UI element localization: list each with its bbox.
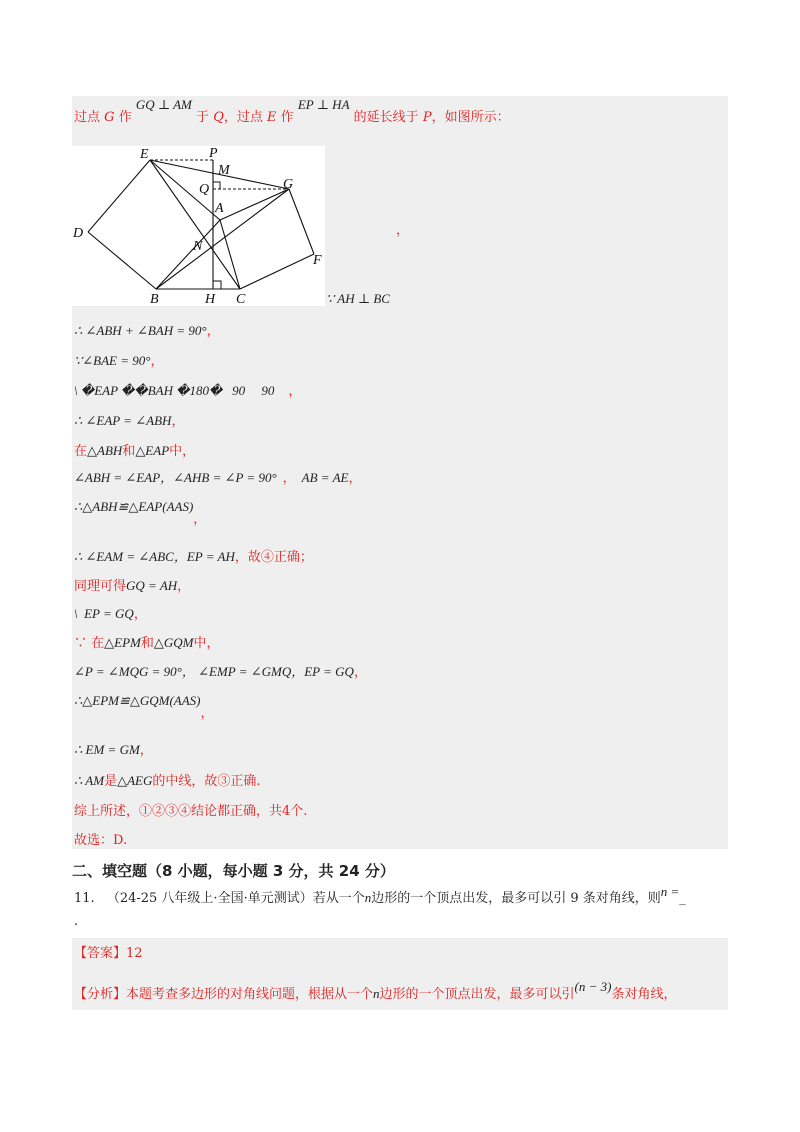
proof-pre: 同理可得 [74, 579, 127, 594]
right-angle-h [213, 281, 221, 289]
proof-line-5 [74, 442, 195, 461]
label-g: G [283, 177, 294, 192]
solution-intro [74, 97, 510, 127]
proof-math: ∴ AM [74, 773, 105, 788]
point-p: P [422, 110, 432, 125]
analysis-text: 本题考查多边形的对角线问题，根据从一个 [126, 987, 374, 1002]
proof-line-10 [74, 605, 147, 624]
question-text: 若从一个 [312, 891, 365, 906]
perp-ep-ha: EP ⊥ HA [297, 97, 350, 112]
proof-math: △GQM [153, 635, 194, 650]
perp-gq-am: GQ ⊥ AM [135, 97, 192, 112]
label-c: C [236, 292, 246, 306]
proof-math: △AEG [117, 773, 153, 788]
proof-line-8 [74, 548, 313, 567]
proof-line-1 [74, 322, 220, 341]
intro-text: 过点 [74, 110, 101, 125]
proof-math: ∴ ∠ABH + ∠BAH = 90° [74, 323, 207, 338]
proof-line-4 [74, 412, 184, 431]
proof-math: ∠ABH = ∠EAP，∠AHB = ∠P = 90° [74, 470, 277, 485]
question-source: （24-25 八年级上·全国·单元测试） [106, 891, 313, 906]
section-heading: 二、填空题（8 小题，每小题 3 分，共 24 分） [72, 862, 395, 880]
proof-tail: ， [288, 384, 302, 399]
comma-mark: ， [396, 223, 410, 238]
proof-math: △ABH [87, 443, 123, 458]
proof-tail: ， [200, 706, 214, 721]
label-e: E [140, 147, 149, 162]
proof-tail: 中， [193, 636, 220, 651]
edge-ec [150, 160, 240, 289]
proof-line-9 [74, 577, 190, 596]
analysis-text: 条对角线， [611, 987, 677, 1002]
proof-tail: 的中线，故③正确. [152, 774, 261, 789]
proof-math: GQ = AH [126, 578, 178, 593]
proof-mid: 是 [104, 774, 118, 789]
proof-line-17: 故选：D. [74, 833, 128, 848]
label-p: P [209, 146, 218, 161]
proof-math: ∴△ABH≌△EAP(AAS) [74, 499, 194, 514]
point-q: Q [213, 110, 224, 125]
proof-line-7 [74, 498, 207, 527]
proof-tail: ， [348, 471, 362, 486]
proof-tail: ， [150, 354, 164, 369]
proof-line-2 [74, 352, 163, 371]
proof-mid: 和 [140, 636, 154, 651]
proof-line-13 [74, 692, 214, 721]
edge-ab [156, 220, 220, 289]
proof-mid: 和 [122, 444, 136, 459]
proof-tail: ， [206, 324, 220, 339]
analysis-label: 【分析】 [74, 987, 127, 1002]
edge-ed [88, 160, 150, 232]
proof-line-14 [74, 741, 153, 760]
proof-line-16: 综上所述，①②③④结论都正确，共4个. [74, 804, 308, 819]
label-h: H [205, 292, 216, 306]
label-d: D [73, 226, 84, 241]
proof-tail: ， [193, 512, 207, 527]
point-e: E [267, 110, 277, 125]
right-angle-q [213, 182, 220, 189]
proof-math: ∴△EPM≌△GQM(AAS) [74, 693, 201, 708]
proof-tail: ， [171, 414, 185, 429]
geometry-figure [72, 146, 325, 306]
proof-mid: ， [282, 471, 296, 486]
edge-fg [289, 189, 314, 254]
proof-tail: ，故④正确； [234, 550, 313, 565]
answer-label: 【答案】 [74, 946, 127, 961]
proof-math: ∴ ∠EAP = ∠ABH [74, 413, 172, 428]
edge-db [88, 232, 156, 289]
intro-text: ，过点 [223, 110, 263, 125]
proof-tail: ， [177, 579, 191, 594]
n-minus-3: (n − 3) [574, 979, 612, 994]
label-m: M [218, 163, 230, 178]
label-n: N [193, 239, 203, 254]
geometry-diagram [72, 146, 325, 306]
point-g: G [104, 110, 115, 125]
analysis-text: 边形的一个顶点出发，最多可以引 [379, 987, 575, 1002]
proof-tail: ， [139, 743, 153, 758]
proof-pre: ∵ 在 [74, 636, 105, 651]
intro-text: 的延长线于 [353, 110, 419, 125]
question-11 [74, 884, 686, 906]
edge-cf [240, 254, 314, 289]
proof-pre: 在 [74, 444, 88, 459]
var-n: n [373, 986, 380, 1001]
intro-text: 作 [118, 110, 132, 125]
proof-math: ∴ ∠EAM = ∠ABC，EP = AH [74, 549, 235, 564]
proof-math: △EAP [135, 443, 170, 458]
intro-text: ，如图所示： [431, 110, 510, 125]
proof-line-11 [74, 634, 220, 653]
var-n-equals: n = [660, 884, 680, 899]
proof-math: △EPM [104, 635, 141, 650]
proof-math: AB = AE [301, 470, 349, 485]
question-text: 边形的一个顶点出发，最多可以引 9 条对角线，则 [371, 891, 661, 906]
proof-math: ∴ EM = GM [74, 742, 140, 757]
proof-tail: ， [353, 665, 367, 680]
proof-math: ∵∠BAE = 90° [74, 353, 151, 368]
label-b: B [150, 292, 159, 306]
answer-value: 12 [126, 946, 143, 961]
proof-tail: 中， [169, 444, 196, 459]
proof-math: \ EP = GQ [74, 606, 134, 621]
question-dot: . [74, 914, 79, 929]
answer-blank: _ [679, 891, 686, 906]
proof-math-garbled: \ �EAP ��BAH �180� 90 90 [74, 383, 275, 398]
because-ah-perp-bc: ∵ AH ⊥ BC [326, 291, 390, 306]
proof-line-12 [74, 663, 367, 682]
label-a: A [215, 201, 224, 216]
proof-line-6 [74, 469, 362, 488]
proof-tail: ， [133, 607, 147, 622]
label-f: F [313, 253, 322, 268]
intro-text: 作 [280, 110, 294, 125]
proof-line-15 [74, 772, 261, 791]
proof-math: ∠P = ∠MQG = 90°， ∠EMP = ∠GMQ，EP = GQ [74, 664, 354, 679]
intro-text: 于 [196, 110, 210, 125]
label-q: Q [199, 182, 210, 197]
question-number: 11. [74, 891, 95, 906]
var-n: n [364, 890, 372, 905]
answer-line [74, 945, 143, 963]
proof-line-3 [74, 382, 301, 401]
edge-ac [220, 220, 240, 289]
analysis-line [74, 979, 677, 1004]
